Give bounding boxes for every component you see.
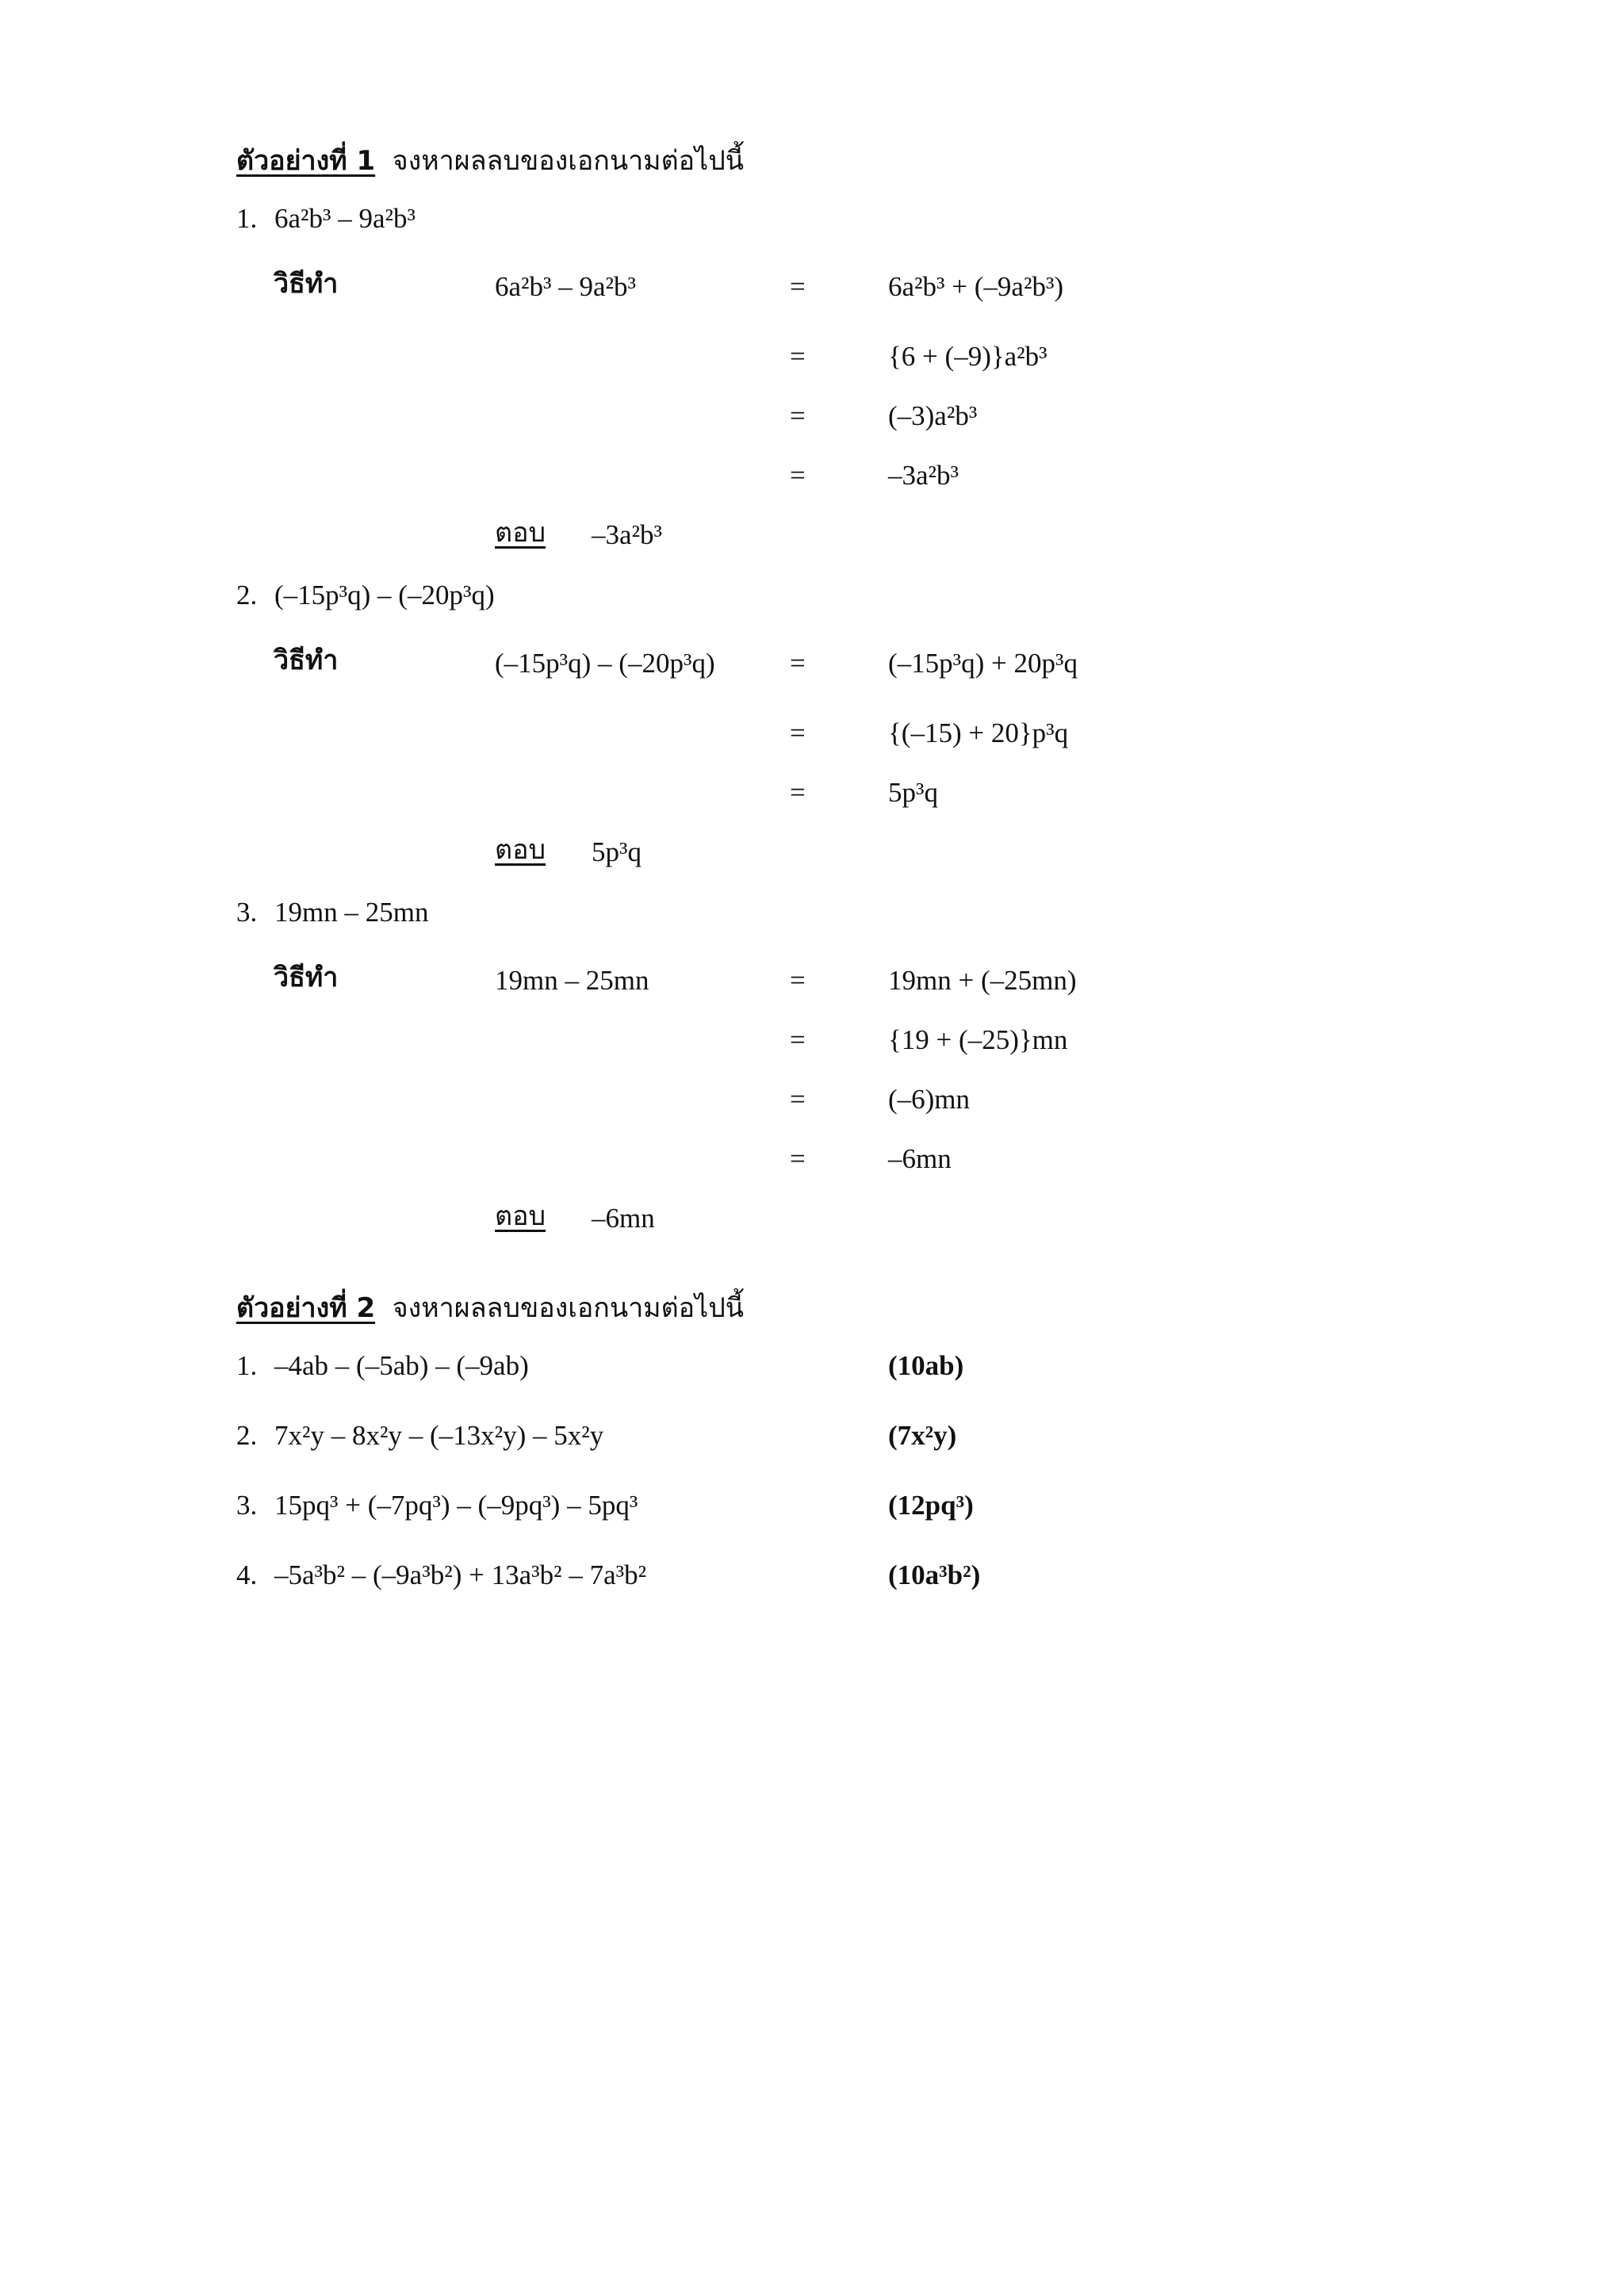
problem-3-lhs: 19mn – 25mn: [495, 965, 649, 996]
problem-3-answer-label: ตอบ: [495, 1200, 546, 1232]
exercise-2-answer: (7x²y): [888, 1420, 957, 1451]
problem-3-step-3-rhs: (–6)mn: [888, 1084, 971, 1115]
problem-2-step-1-eq: =: [790, 648, 806, 679]
problem-2-step-3-eq: =: [790, 777, 806, 808]
problem-2-step-2-eq: =: [790, 718, 806, 748]
problem-1-expression: 6a²b³ – 9a²b³: [274, 203, 416, 234]
example2-heading: [236, 1292, 745, 1324]
problem-3-step-1-eq: =: [790, 965, 806, 996]
exercise-3-number: 3.: [236, 1490, 258, 1521]
problem-3-step-2-rhs: {19 + (–25)}mn: [888, 1024, 1068, 1055]
exercise-3-answer: (12pq³): [888, 1490, 974, 1521]
problem-2-lhs: (–15p³q) – (–20p³q): [495, 648, 715, 679]
problem-2-number: 2.: [236, 580, 258, 610]
problem-1-number: 1.: [236, 203, 258, 234]
problem-1-answer-label: ตอบ: [495, 517, 546, 549]
problem-3-step-2-eq: =: [790, 1024, 806, 1055]
problem-3-number: 3.: [236, 897, 258, 928]
example1-heading-text: จงหาผลลบของเอกนามต่อไปนี้: [392, 145, 745, 177]
exercise-1-answer: (10ab): [888, 1350, 964, 1381]
problem-3-method-label: วิธีทำ: [274, 962, 339, 993]
problem-1-lhs: 6a²b³ – 9a²b³: [495, 271, 637, 302]
problem-1-step-2-eq: =: [790, 341, 806, 372]
problem-1-answer: –3a²b³: [592, 519, 663, 550]
example2-heading-label: ตัวอย่างที่ 2: [236, 1292, 376, 1324]
problem-2-expression: (–15p³q) – (–20p³q): [274, 580, 495, 610]
exercise-4-number: 4.: [236, 1559, 258, 1590]
problem-2-step-3-rhs: 5p³q: [888, 777, 938, 808]
exercise-2-expression: 7x²y – 8x²y – (–13x²y) – 5x²y: [274, 1420, 604, 1451]
problem-3-step-4-eq: =: [790, 1143, 806, 1174]
problem-3-answer: –6mn: [592, 1203, 655, 1234]
exercise-2-number: 2.: [236, 1420, 258, 1451]
problem-2-answer: 5p³q: [592, 836, 642, 867]
problem-2-step-2-rhs: {(–15) + 20}p³q: [888, 718, 1069, 748]
problem-1-step-3-rhs: (–3)a²b³: [888, 400, 978, 431]
example1-heading-label: ตัวอย่างที่ 1: [236, 145, 376, 177]
problem-1-step-4-rhs: –3a²b³: [888, 460, 959, 491]
exercise-3-expression: 15pq³ + (–7pq³) – (–9pq³) – 5pq³: [274, 1490, 638, 1521]
exercise-4-answer: (10a³b²): [888, 1559, 981, 1590]
problem-1-step-4-eq: =: [790, 460, 806, 491]
problem-2-answer-label: ตอบ: [495, 834, 546, 866]
problem-2-step-1-rhs: (–15p³q) + 20p³q: [888, 648, 1078, 679]
problem-1-step-1-eq: =: [790, 271, 806, 302]
example1-heading: [236, 145, 745, 177]
problem-1-method-label: วิธีทำ: [274, 268, 339, 300]
exercise-4-expression: –5a³b² – (–9a³b²) + 13a³b² – 7a³b²: [274, 1559, 647, 1590]
problem-1-step-2-rhs: {6 + (–9)}a²b³: [888, 341, 1048, 372]
problem-2-method-label: วิธีทำ: [274, 645, 339, 676]
exercise-1-number: 1.: [236, 1350, 258, 1381]
problem-3-step-4-rhs: –6mn: [888, 1143, 952, 1174]
example2-heading-text: จงหาผลลบของเอกนามต่อไปนี้: [392, 1292, 745, 1324]
exercise-1-expression: –4ab – (–5ab) – (–9ab): [274, 1350, 529, 1381]
problem-1-step-3-eq: =: [790, 400, 806, 431]
problem-3-step-3-eq: =: [790, 1084, 806, 1115]
problem-3-expression: 19mn – 25mn: [274, 897, 429, 928]
problem-1-step-1-rhs: 6a²b³ + (–9a²b³): [888, 271, 1064, 302]
problem-3-step-1-rhs: 19mn + (–25mn): [888, 965, 1077, 996]
